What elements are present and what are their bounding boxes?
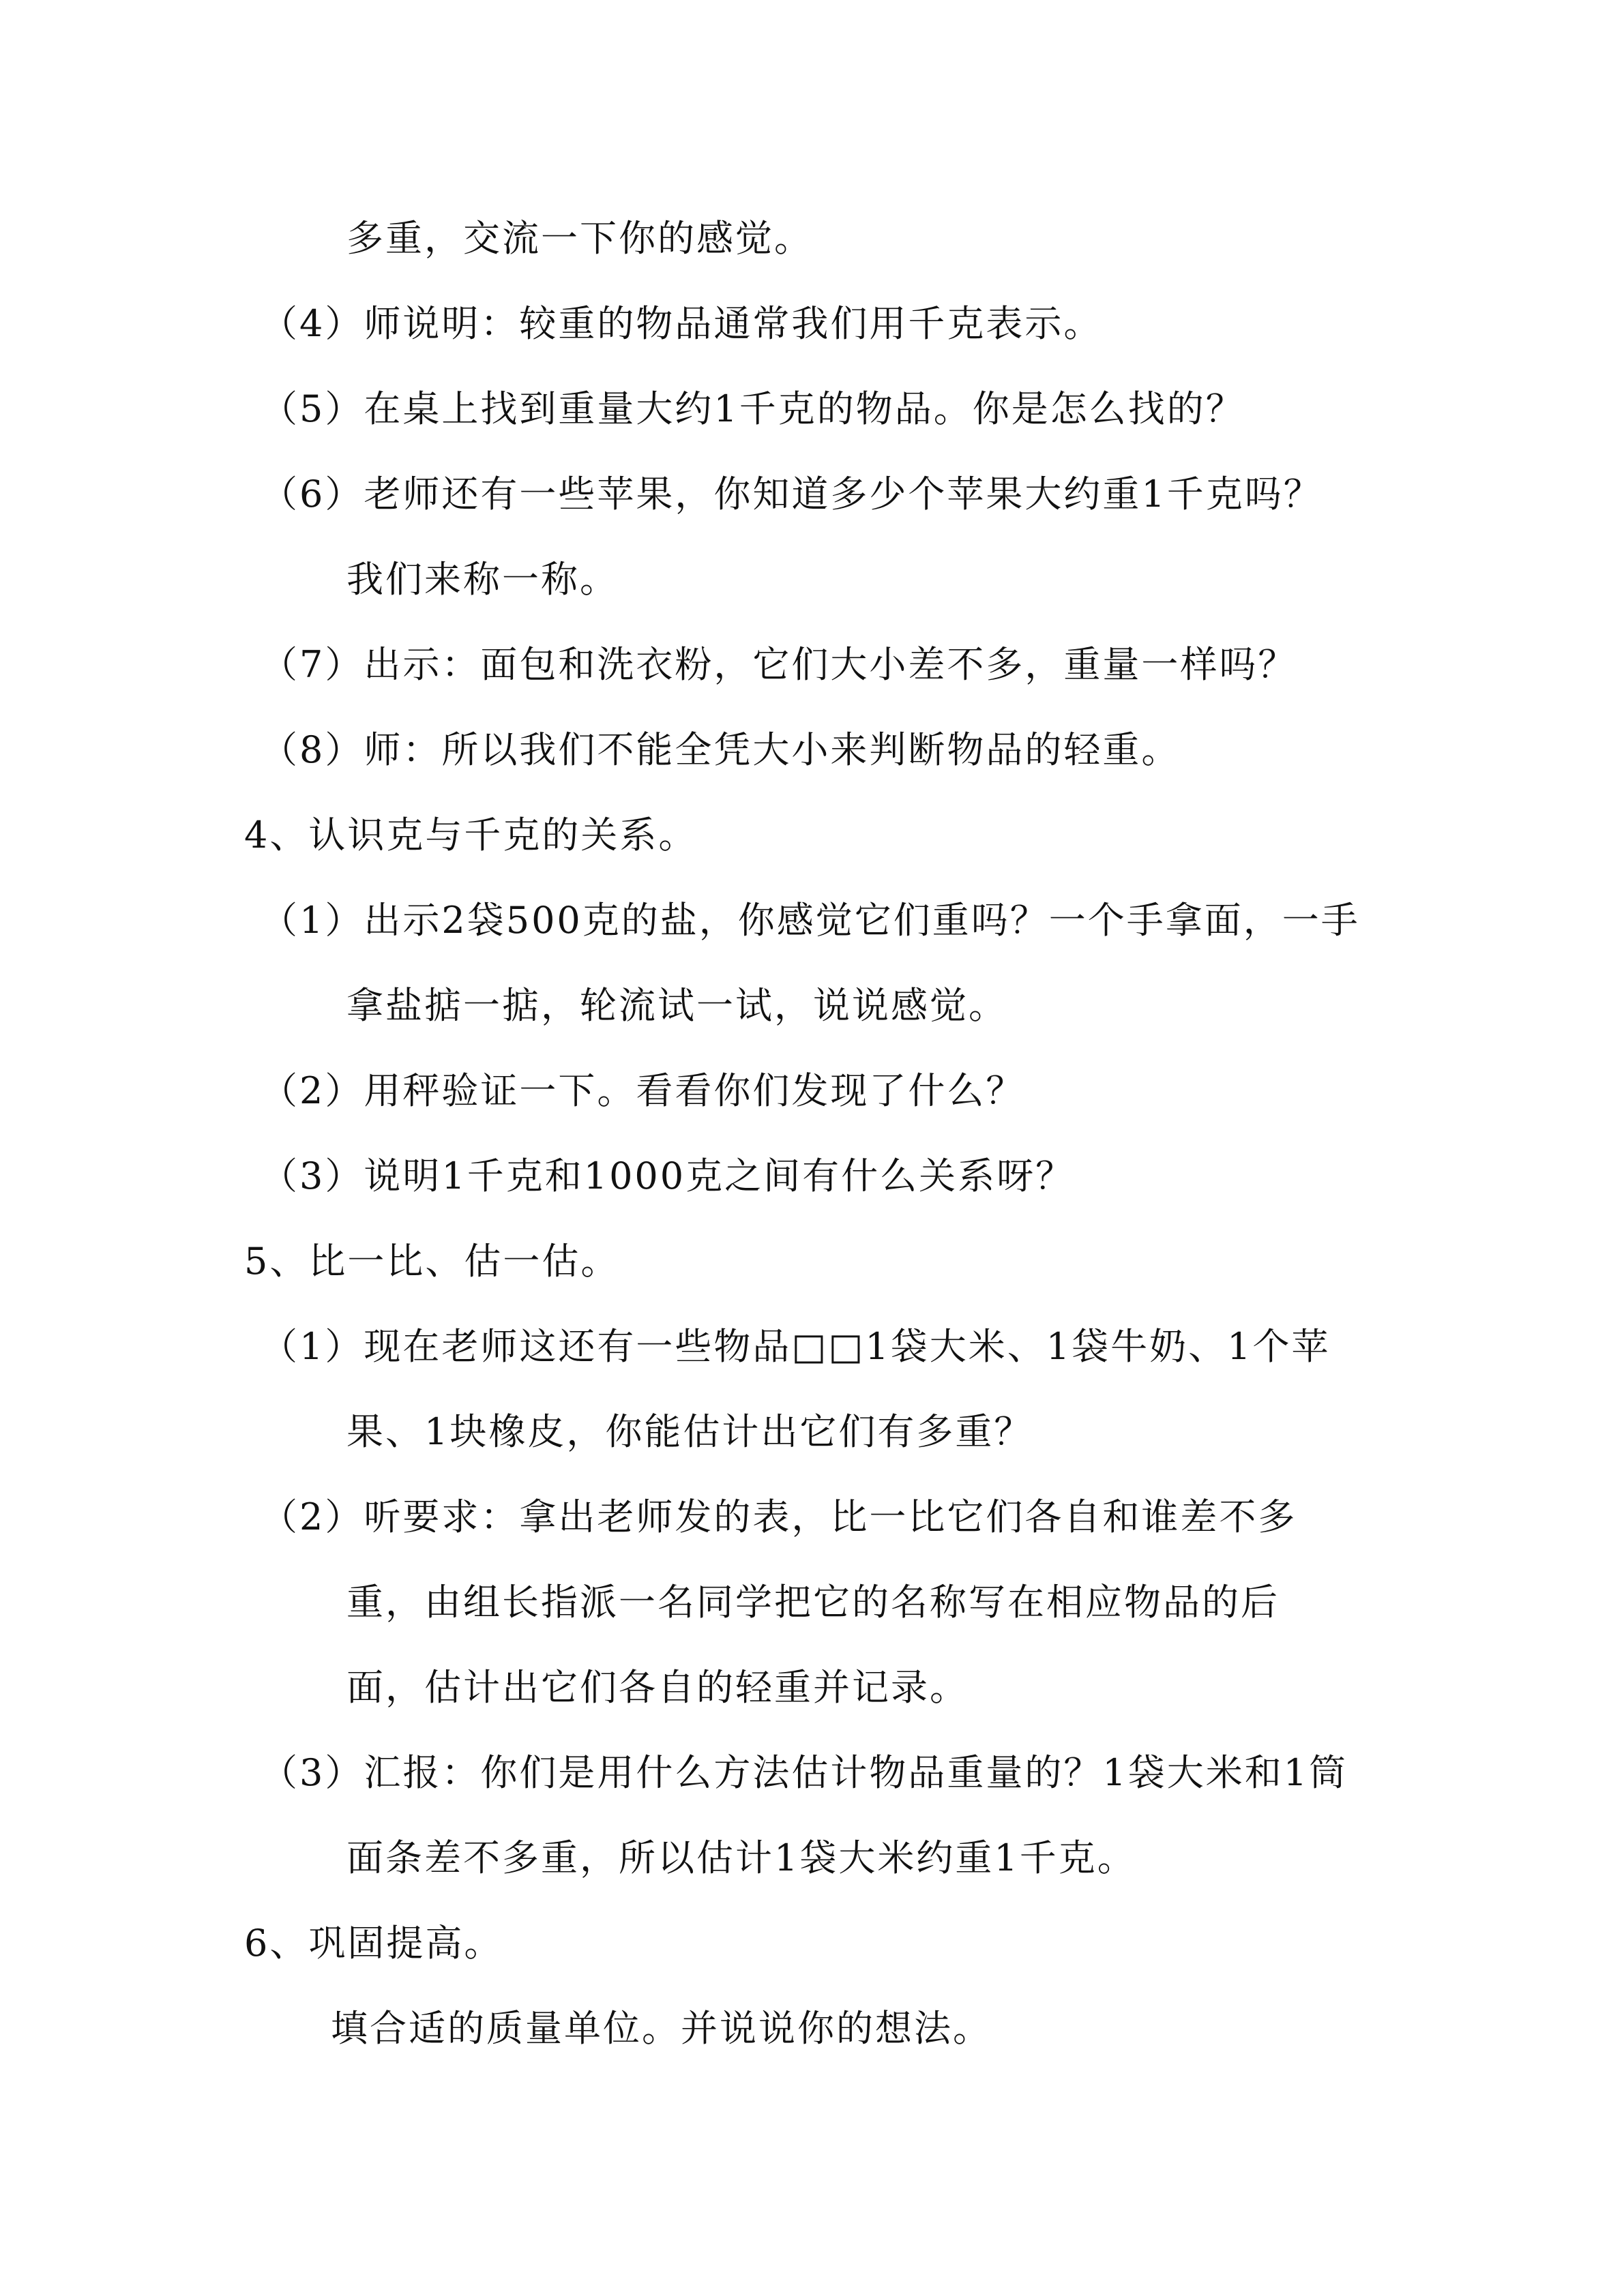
text-line-section6-body: 填合适的质量单位。并说说你的想法。 (331, 2007, 992, 2050)
text-line-section5-item-2: （2）听要求：拿出老师发的表，比一比它们各自和谁差不多 (261, 1495, 1297, 1538)
text-line-section5-item-3: （3）汇报：你们是用什么方法估计物品重量的？1袋大米和1筒 (261, 1751, 1348, 1794)
text-line-section5-item-3-continuation: 面条差不多重，所以估计1袋大米约重1千克。 (346, 1836, 1136, 1879)
text-line-item-7: （7）出示：面包和洗衣粉，它们大小差不多，重量一样吗？ (261, 643, 1297, 686)
text-line-section4-item-1-continuation: 拿盐掂一掂，轮流试一试，说说感觉。 (346, 984, 1007, 1027)
text-line-item-6-continuation: 我们来称一称。 (346, 558, 619, 601)
text-line-section5-item-2-continuation-1: 重，由组长指派一名同学把它的名称写在相应物品的后 (346, 1581, 1280, 1624)
text-line-section4-item-1: （1）出示2袋500克的盐，你感觉它们重吗？一个手拿面，一手 (261, 899, 1360, 942)
text-line-section4-item-3: （3）说明1千克和1000克之间有什么关系呀？ (261, 1154, 1075, 1197)
text-line-item-8: （8）师：所以我们不能全凭大小来判断物品的轻重。 (261, 728, 1181, 771)
text-line-item-5: （5）在桌上找到重量大约1千克的物品。你是怎么找的？ (261, 387, 1245, 430)
text-line-item-6: （6）老师还有一些苹果，你知道多少个苹果大约重1千克吗？ (261, 473, 1323, 516)
text-line-section5-item-1: （1）现在老师这还有一些物品□□1袋大米、1袋牛奶、1个苹 (261, 1325, 1331, 1368)
text-line-section5-item-1-continuation: 果、1块橡皮，你能估计出它们有多重？ (346, 1410, 1033, 1453)
text-line-section4-item-2: （2）用秤验证一下。看看你们发现了什么？ (261, 1069, 1025, 1112)
text-line-item-4: （4）师说明：较重的物品通常我们用千克表示。 (261, 302, 1103, 345)
text-line-continuation: 多重，交流一下你的感觉。 (346, 217, 813, 260)
section-heading-4: 4、认识克与千克的关系。 (244, 814, 698, 856)
section-heading-5: 5、比一比、估一估。 (244, 1240, 620, 1283)
text-line-section5-item-2-continuation-2: 面，估计出它们各自的轻重并记录。 (346, 1666, 969, 1709)
section-heading-6: 6、巩固提高。 (244, 1922, 503, 1965)
